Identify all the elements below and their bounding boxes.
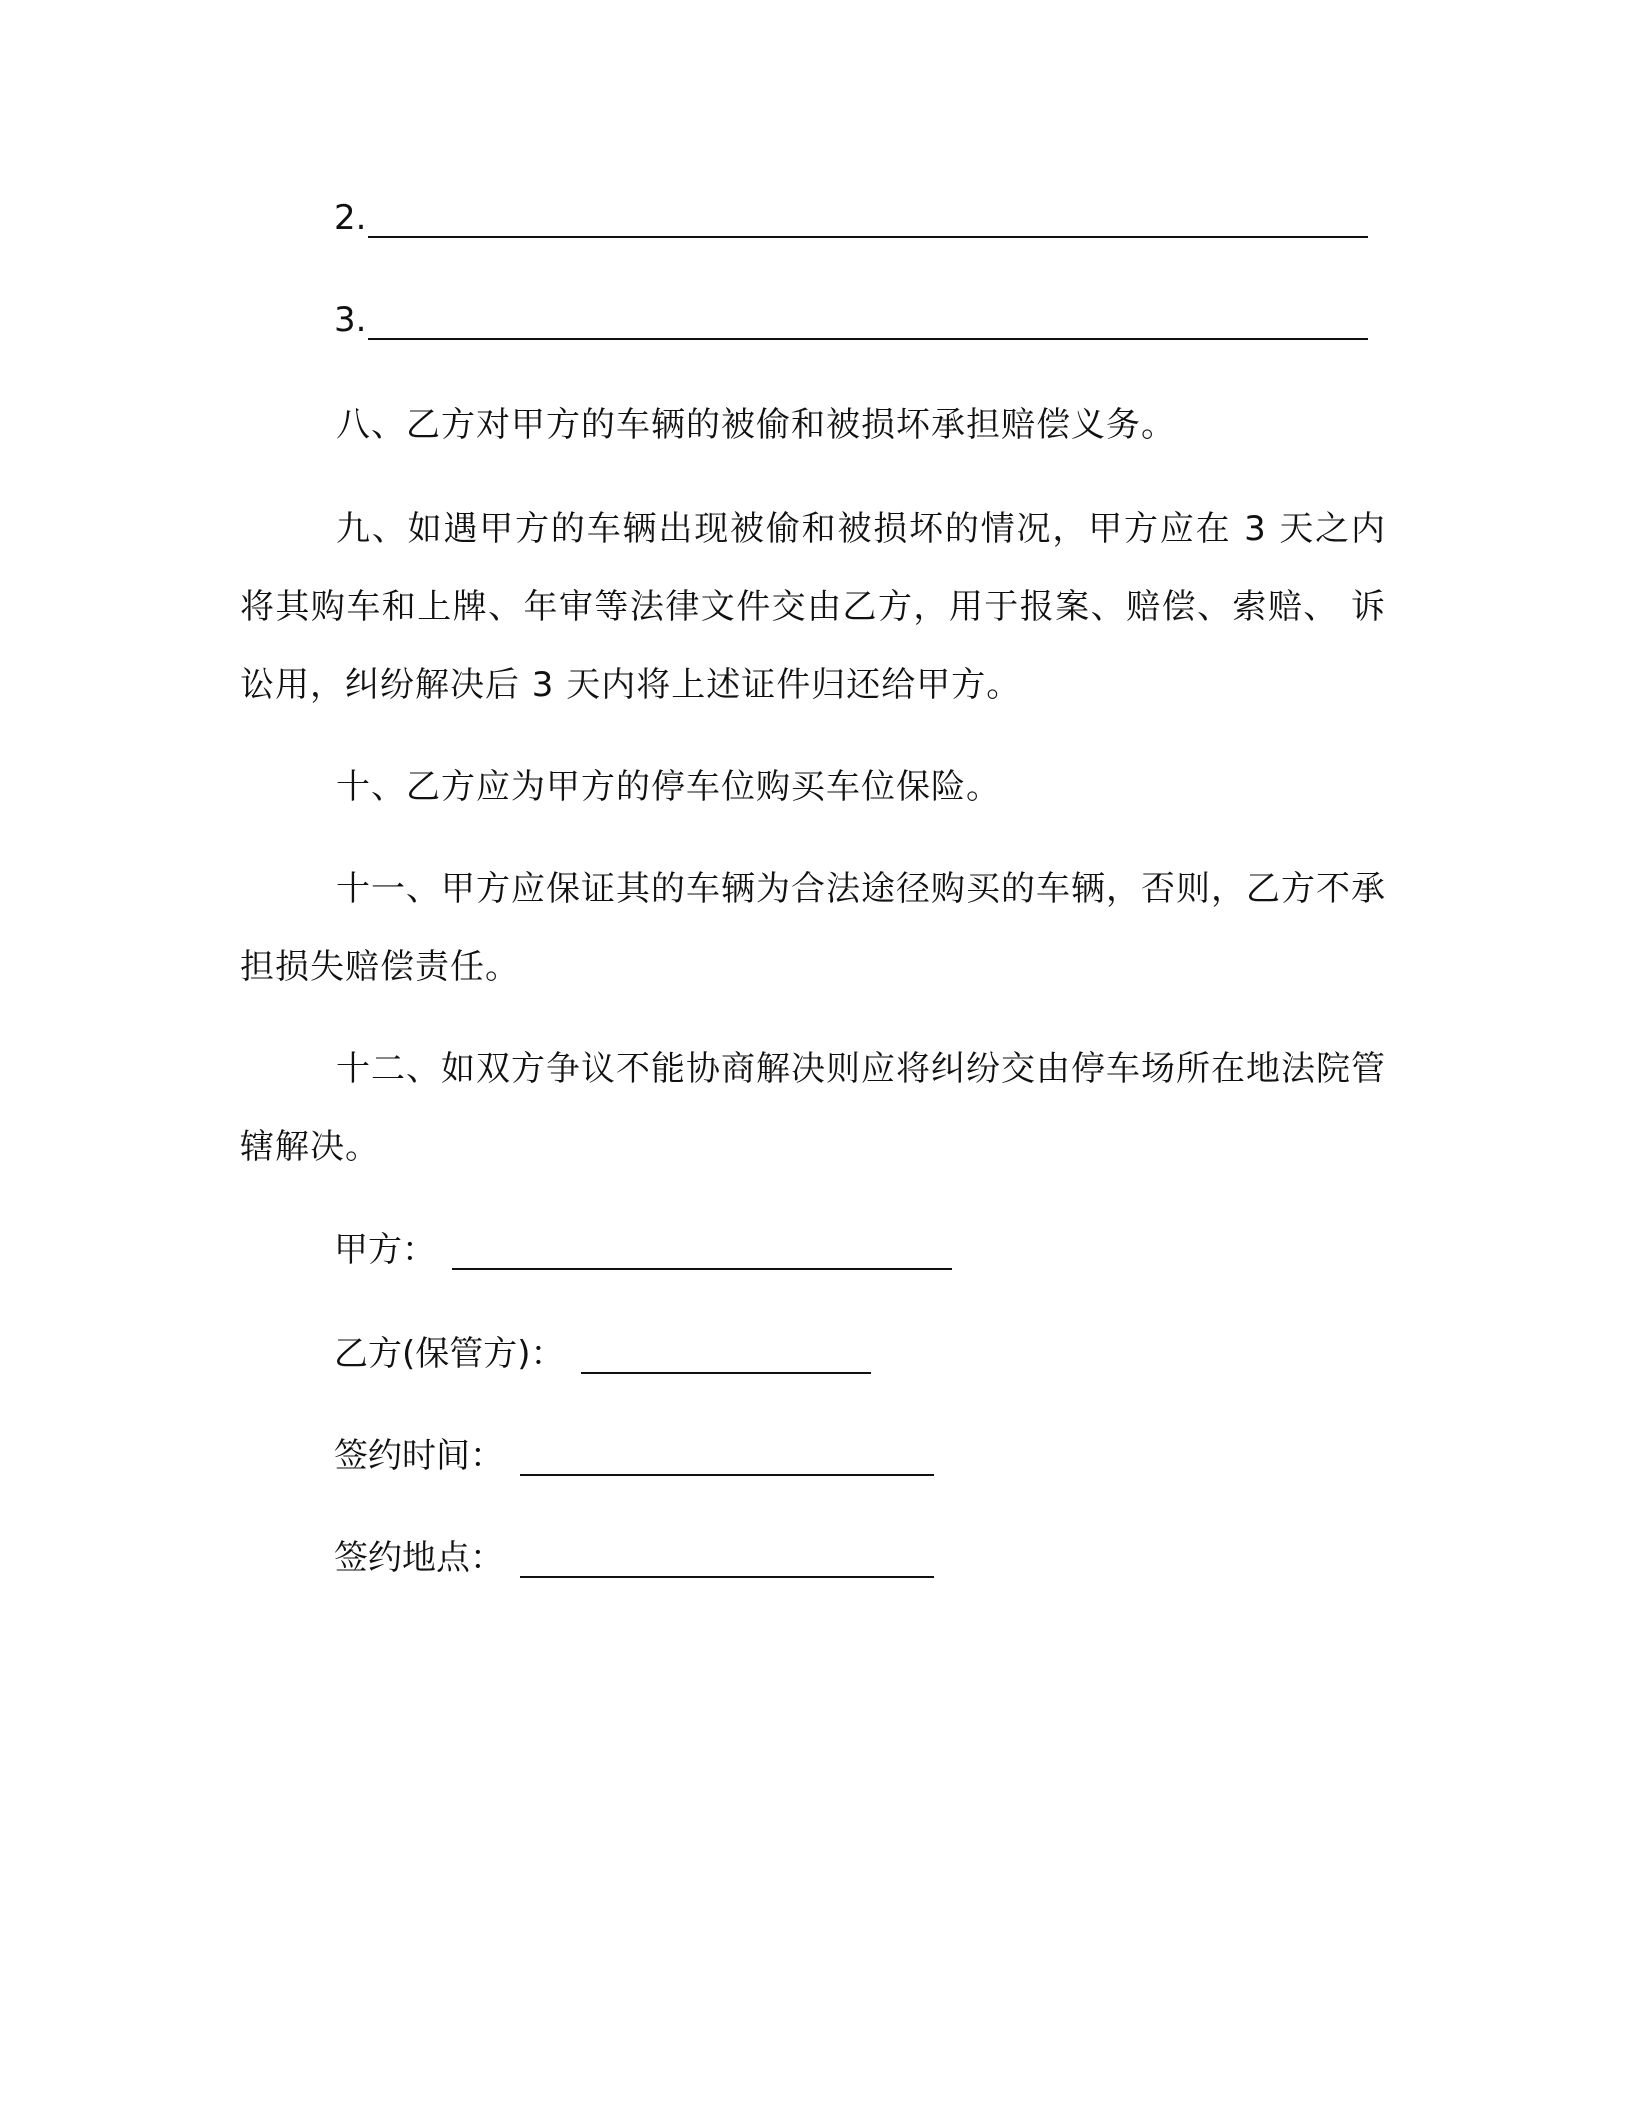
blank-fill-line bbox=[368, 302, 1368, 340]
blank-item-label: 3. bbox=[334, 300, 367, 340]
clause-11: 十一、甲方应保证其的车辆为合法途径购买的车辆，否则，乙方不承担损失赔偿责任。 bbox=[240, 869, 1386, 987]
blank-fill-line bbox=[368, 200, 1368, 238]
signature-party-a bbox=[334, 1230, 952, 1270]
signature-place-line bbox=[520, 1542, 934, 1578]
clause-10: 十、乙方应为甲方的停车位购买车位保险。 bbox=[336, 767, 1001, 807]
clause-9: 九、如遇甲方的车辆出现被偷和被损坏的情况，甲方应在 3 天之内将其购车和上牌、年审等法律文件交由乙方，用于报案、赔偿、索赔、 诉讼用，纠纷解决后 3 天内将上述证件归还给甲方。 bbox=[240, 509, 1386, 705]
signature-party-b-line bbox=[581, 1338, 871, 1374]
blank-item-label: 2. bbox=[334, 198, 367, 238]
signature-place bbox=[334, 1538, 934, 1578]
clause-12: 十二、如双方争议不能协商解决则应将纠纷交由停车场所在地法院管辖解决。 bbox=[240, 1049, 1386, 1167]
signature-time-label: 签约时间： bbox=[334, 1436, 504, 1476]
signature-time-line bbox=[520, 1440, 934, 1476]
signature-party-b-label: 乙方(保管方)： bbox=[334, 1334, 565, 1374]
blank-item-2 bbox=[334, 198, 1368, 238]
signature-party-b bbox=[334, 1334, 871, 1374]
signature-place-label: 签约地点： bbox=[334, 1538, 504, 1578]
signature-time bbox=[334, 1436, 934, 1476]
signature-party-a-line bbox=[452, 1234, 952, 1270]
signature-party-a-label: 甲方： bbox=[334, 1230, 436, 1270]
clause-8: 八、乙方对甲方的车辆的被偷和被损坏承担赔偿义务。 bbox=[336, 405, 1176, 445]
blank-item-3 bbox=[334, 300, 1368, 340]
